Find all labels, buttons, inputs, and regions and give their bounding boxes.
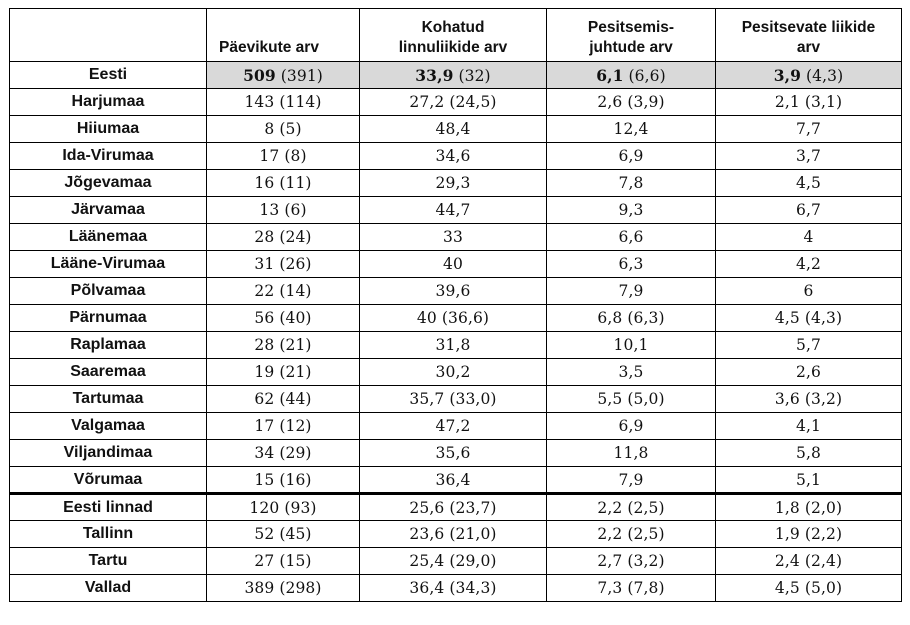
urban-row bbox=[10, 548, 902, 575]
nesting-cases-cell: 7,3 (7,8) bbox=[547, 575, 716, 602]
nesting-cases-cell: 6,9 bbox=[547, 143, 716, 170]
county-row bbox=[10, 224, 902, 251]
species-count-cell: 48,4 bbox=[360, 116, 547, 143]
diaries-cell: 62 (44) bbox=[207, 386, 360, 413]
total-nesting-main: 6,1 bbox=[596, 65, 624, 85]
species-count-cell: 35,6 bbox=[360, 440, 547, 467]
row-name: Tallinn bbox=[10, 521, 207, 548]
header-species-count bbox=[360, 9, 547, 62]
county-row bbox=[10, 305, 902, 332]
species-count-cell: 33 bbox=[360, 224, 547, 251]
row-name: Eesti linnad bbox=[10, 494, 207, 521]
species-count-cell: 47,2 bbox=[360, 413, 547, 440]
species-count-cell: 36,4 (34,3) bbox=[360, 575, 547, 602]
nesting-species-cell: 6 bbox=[716, 278, 902, 305]
total-nesting bbox=[547, 62, 716, 89]
county-row bbox=[10, 116, 902, 143]
header-nesting-line-1: Pesitsemis- bbox=[587, 19, 675, 36]
species-count-cell: 23,6 (21,0) bbox=[360, 521, 547, 548]
header-diaries-line: Päevikute arv bbox=[219, 39, 319, 56]
nesting-cases-cell: 5,5 (5,0) bbox=[547, 386, 716, 413]
nesting-species-cell: 5,8 bbox=[716, 440, 902, 467]
total-nesting-extra: (6,6) bbox=[623, 66, 666, 85]
diaries-cell: 31 (26) bbox=[207, 251, 360, 278]
species-count-cell: 40 bbox=[360, 251, 547, 278]
row-name: Raplamaa bbox=[10, 332, 207, 359]
diaries-cell: 15 (16) bbox=[207, 467, 360, 494]
nesting-species-cell: 4,5 (5,0) bbox=[716, 575, 902, 602]
statistics-table bbox=[9, 8, 902, 602]
row-name: Läänemaa bbox=[10, 224, 207, 251]
urban-row bbox=[10, 575, 902, 602]
row-name: Järvamaa bbox=[10, 197, 207, 224]
nesting-cases-cell: 12,4 bbox=[547, 116, 716, 143]
row-name: Harjumaa bbox=[10, 89, 207, 116]
species-count-cell: 25,6 (23,7) bbox=[360, 494, 547, 521]
table-body bbox=[10, 62, 902, 602]
species-count-cell: 44,7 bbox=[360, 197, 547, 224]
row-name: Viljandimaa bbox=[10, 440, 207, 467]
species-count-cell: 29,3 bbox=[360, 170, 547, 197]
urban-row bbox=[10, 521, 902, 548]
nesting-species-cell: 6,7 bbox=[716, 197, 902, 224]
diaries-cell: 27 (15) bbox=[207, 548, 360, 575]
species-count-cell: 39,6 bbox=[360, 278, 547, 305]
nesting-species-cell: 2,1 (3,1) bbox=[716, 89, 902, 116]
nesting-species-cell: 3,7 bbox=[716, 143, 902, 170]
header-nesting-line-2: juhtude arv bbox=[589, 39, 673, 56]
county-row bbox=[10, 359, 902, 386]
diaries-cell: 22 (14) bbox=[207, 278, 360, 305]
nesting-species-cell: 4,5 (4,3) bbox=[716, 305, 902, 332]
diaries-cell: 389 (298) bbox=[207, 575, 360, 602]
header-row bbox=[10, 9, 902, 62]
header-diaries bbox=[207, 9, 360, 62]
row-name: Ida-Virumaa bbox=[10, 143, 207, 170]
diaries-cell: 56 (40) bbox=[207, 305, 360, 332]
nesting-cases-cell: 10,1 bbox=[547, 332, 716, 359]
county-row bbox=[10, 143, 902, 170]
header-nesting-species bbox=[716, 9, 902, 62]
row-name: Pärnumaa bbox=[10, 305, 207, 332]
species-count-cell: 40 (36,6) bbox=[360, 305, 547, 332]
nesting-cases-cell: 2,6 (3,9) bbox=[547, 89, 716, 116]
nesting-cases-cell: 6,8 (6,3) bbox=[547, 305, 716, 332]
species-count-cell: 30,2 bbox=[360, 359, 547, 386]
nesting-species-cell: 4 bbox=[716, 224, 902, 251]
county-row bbox=[10, 170, 902, 197]
urban-row bbox=[10, 494, 902, 521]
diaries-cell: 143 (114) bbox=[207, 89, 360, 116]
row-name: Tartu bbox=[10, 548, 207, 575]
nesting-species-cell: 5,1 bbox=[716, 467, 902, 494]
row-name: Jõgevamaa bbox=[10, 170, 207, 197]
total-row bbox=[10, 62, 902, 89]
total-diaries bbox=[207, 62, 360, 89]
total-species-extra: (32) bbox=[453, 66, 491, 85]
nesting-cases-cell: 2,7 (3,2) bbox=[547, 548, 716, 575]
nesting-species-cell: 3,6 (3,2) bbox=[716, 386, 902, 413]
total-species bbox=[360, 62, 547, 89]
table-header bbox=[10, 9, 902, 62]
nesting-cases-cell: 6,9 bbox=[547, 413, 716, 440]
species-count-cell: 27,2 (24,5) bbox=[360, 89, 547, 116]
nesting-species-cell: 4,1 bbox=[716, 413, 902, 440]
diaries-cell: 8 (5) bbox=[207, 116, 360, 143]
row-name: Eesti bbox=[10, 62, 207, 89]
row-name: Põlvamaa bbox=[10, 278, 207, 305]
nesting-species-cell: 4,5 bbox=[716, 170, 902, 197]
nesting-cases-cell: 6,3 bbox=[547, 251, 716, 278]
species-count-cell: 31,8 bbox=[360, 332, 547, 359]
nesting-species-cell: 4,2 bbox=[716, 251, 902, 278]
row-name: Tartumaa bbox=[10, 386, 207, 413]
county-row bbox=[10, 251, 902, 278]
row-name: Saaremaa bbox=[10, 359, 207, 386]
species-count-cell: 34,6 bbox=[360, 143, 547, 170]
diaries-cell: 17 (8) bbox=[207, 143, 360, 170]
nesting-species-cell: 1,8 (2,0) bbox=[716, 494, 902, 521]
county-row bbox=[10, 413, 902, 440]
total-diaries-main: 509 bbox=[243, 65, 276, 85]
diaries-cell: 28 (24) bbox=[207, 224, 360, 251]
nesting-cases-cell: 7,8 bbox=[547, 170, 716, 197]
diaries-cell: 52 (45) bbox=[207, 521, 360, 548]
total-diaries-extra: (391) bbox=[275, 66, 323, 85]
species-count-cell: 36,4 bbox=[360, 467, 547, 494]
county-row bbox=[10, 197, 902, 224]
diaries-cell: 120 (93) bbox=[207, 494, 360, 521]
total-nesting-species-extra: (4,3) bbox=[801, 66, 844, 85]
county-row bbox=[10, 332, 902, 359]
nesting-species-cell: 2,6 bbox=[716, 359, 902, 386]
row-name: Vallad bbox=[10, 575, 207, 602]
row-name: Hiiumaa bbox=[10, 116, 207, 143]
nesting-cases-cell: 7,9 bbox=[547, 278, 716, 305]
nesting-cases-cell: 3,5 bbox=[547, 359, 716, 386]
header-corner bbox=[10, 9, 207, 62]
header-nesting-species-line-2: arv bbox=[796, 39, 821, 56]
county-row bbox=[10, 278, 902, 305]
county-row bbox=[10, 386, 902, 413]
nesting-species-cell: 5,7 bbox=[716, 332, 902, 359]
county-row bbox=[10, 467, 902, 494]
header-species-line-2: linnuliikide arv bbox=[398, 39, 508, 56]
nesting-cases-cell: 6,6 bbox=[547, 224, 716, 251]
species-count-cell: 35,7 (33,0) bbox=[360, 386, 547, 413]
diaries-cell: 16 (11) bbox=[207, 170, 360, 197]
county-row bbox=[10, 89, 902, 116]
row-name: Võrumaa bbox=[10, 467, 207, 494]
header-nesting-species-line-1: Pesitsevate liikide bbox=[741, 19, 876, 36]
nesting-species-cell: 1,9 (2,2) bbox=[716, 521, 902, 548]
row-name: Lääne-Virumaa bbox=[10, 251, 207, 278]
diaries-cell: 19 (21) bbox=[207, 359, 360, 386]
row-name: Valgamaa bbox=[10, 413, 207, 440]
nesting-cases-cell: 2,2 (2,5) bbox=[547, 494, 716, 521]
header-species-line-1: Kohatud bbox=[421, 19, 485, 36]
header-nesting-cases bbox=[547, 9, 716, 62]
total-species-main: 33,9 bbox=[415, 65, 454, 85]
diaries-cell: 28 (21) bbox=[207, 332, 360, 359]
diaries-cell: 34 (29) bbox=[207, 440, 360, 467]
total-nesting-species-main: 3,9 bbox=[773, 65, 801, 85]
county-row bbox=[10, 440, 902, 467]
species-count-cell: 25,4 (29,0) bbox=[360, 548, 547, 575]
nesting-cases-cell: 7,9 bbox=[547, 467, 716, 494]
diaries-cell: 13 (6) bbox=[207, 197, 360, 224]
nesting-species-cell: 2,4 (2,4) bbox=[716, 548, 902, 575]
nesting-cases-cell: 9,3 bbox=[547, 197, 716, 224]
nesting-cases-cell: 11,8 bbox=[547, 440, 716, 467]
diaries-cell: 17 (12) bbox=[207, 413, 360, 440]
nesting-cases-cell: 2,2 (2,5) bbox=[547, 521, 716, 548]
total-nesting-species bbox=[716, 62, 902, 89]
nesting-species-cell: 7,7 bbox=[716, 116, 902, 143]
